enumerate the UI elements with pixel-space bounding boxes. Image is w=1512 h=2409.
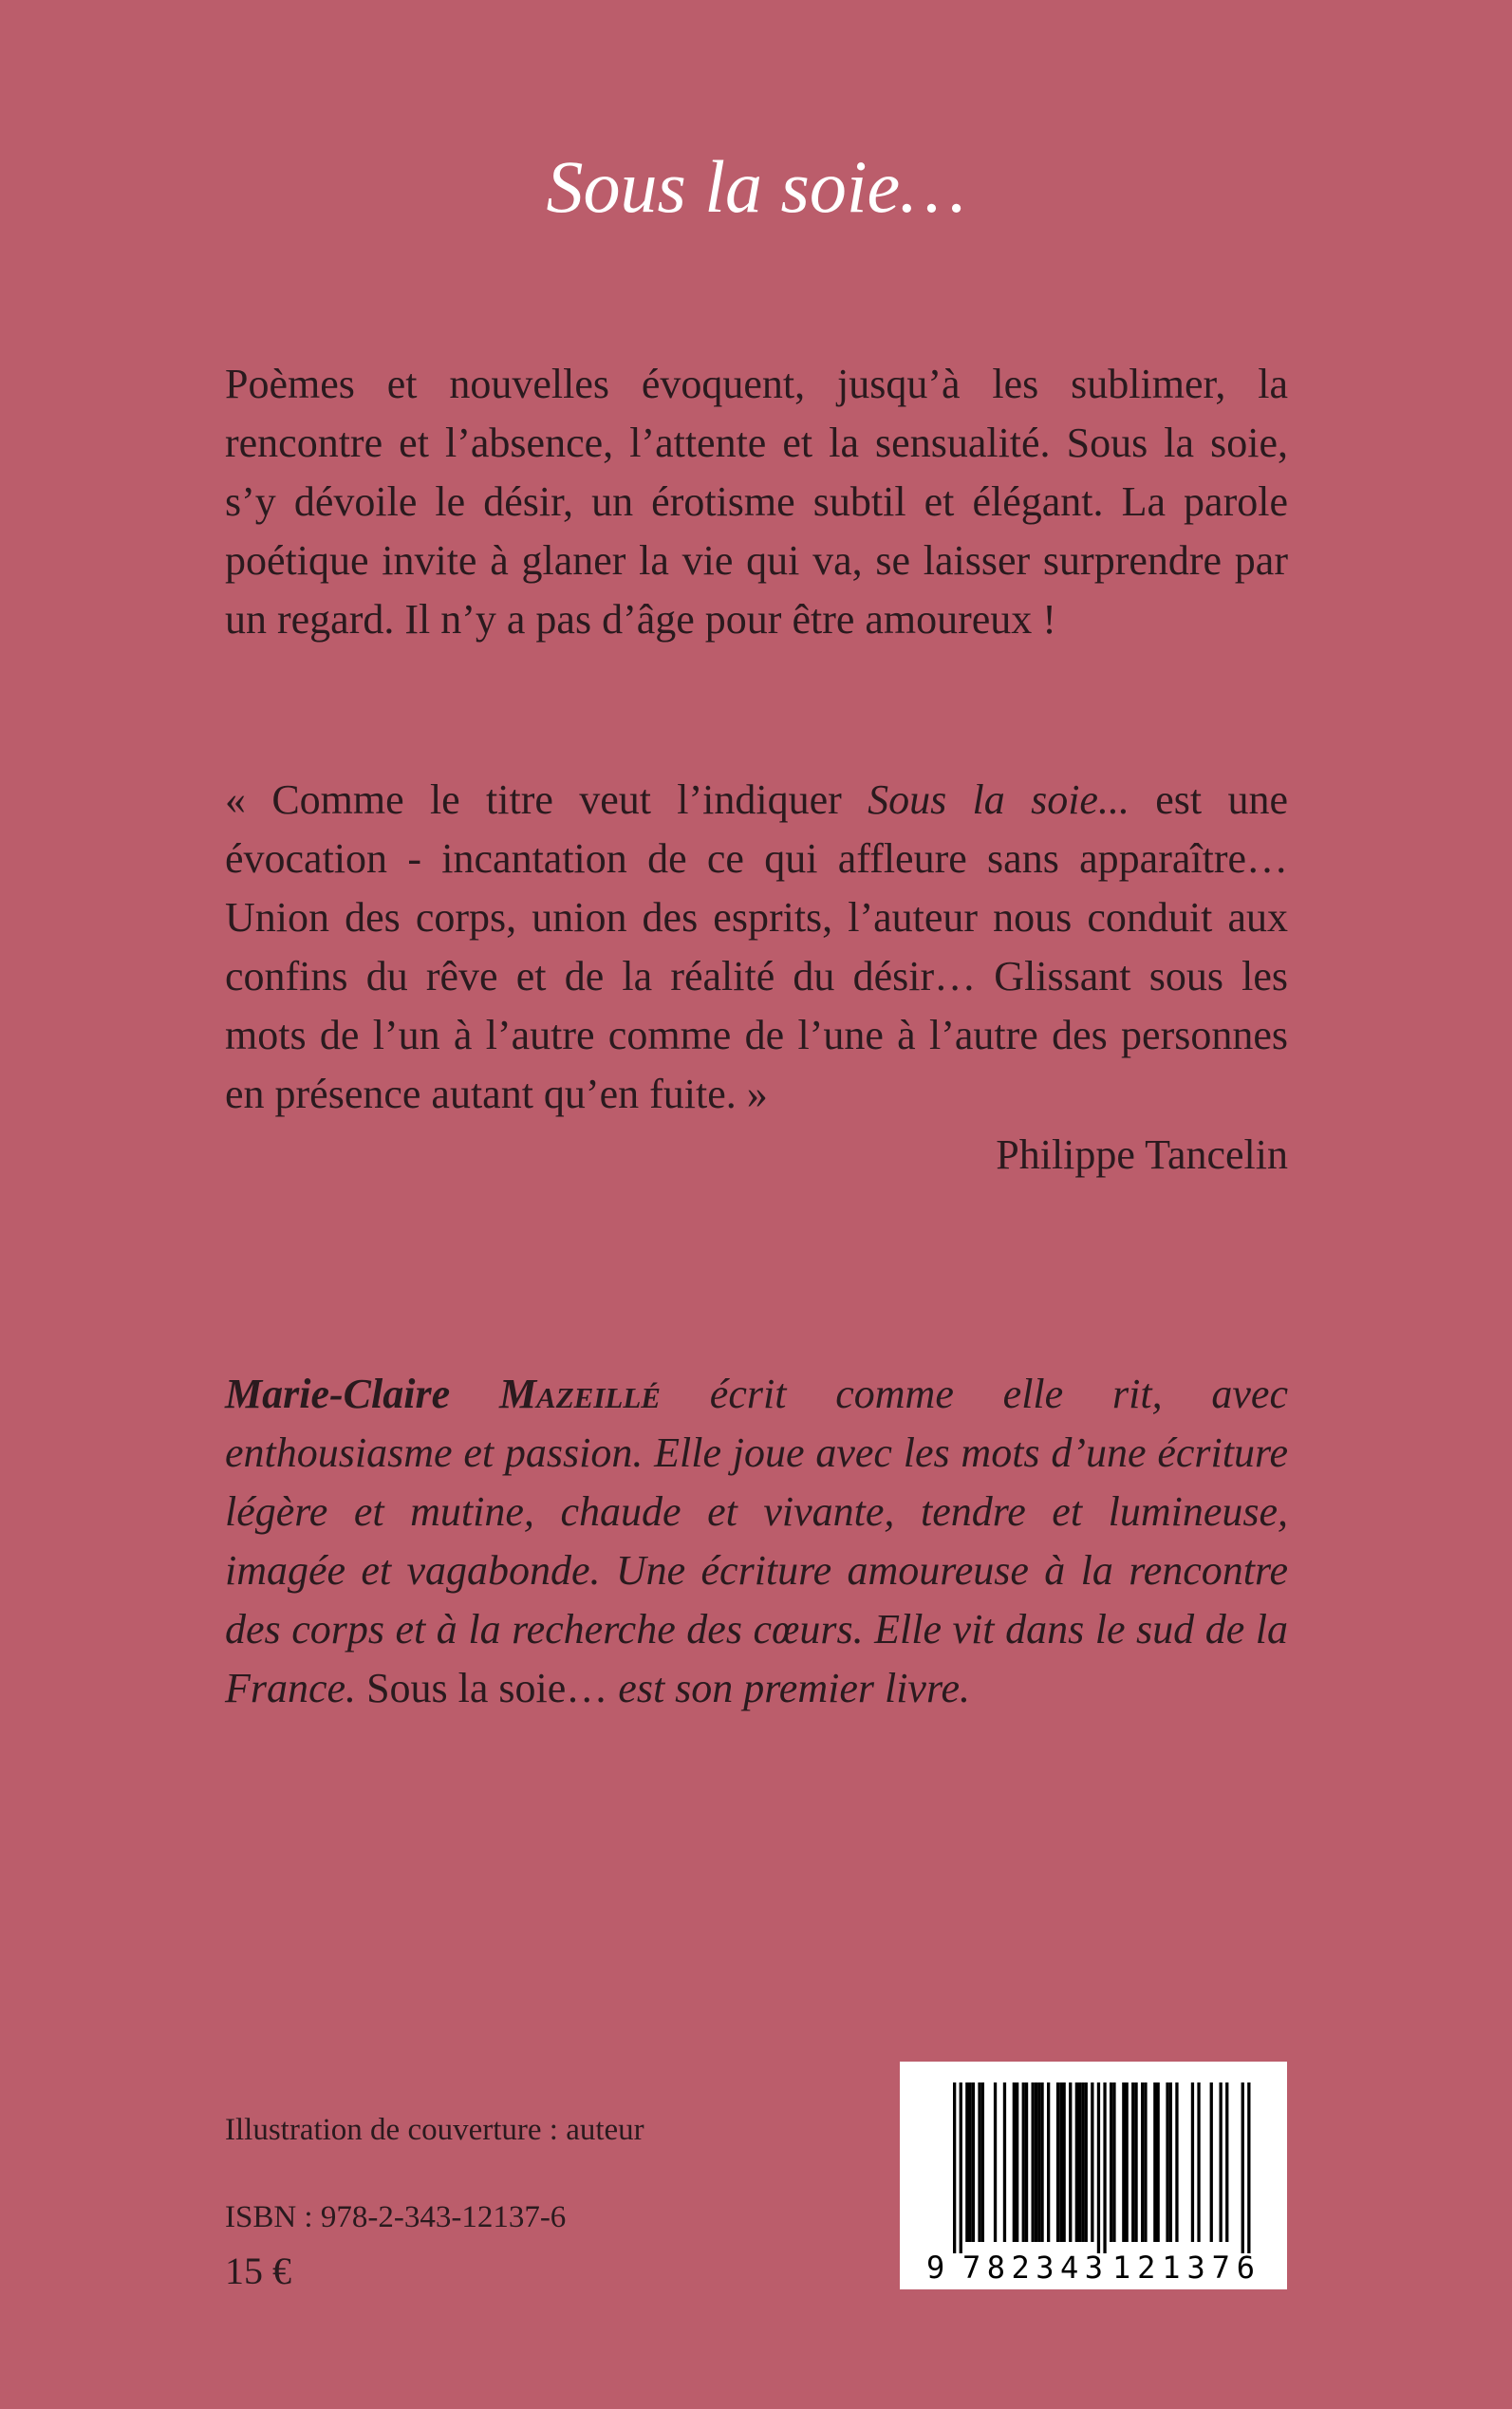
barcode-bar	[1122, 2082, 1125, 2242]
book-title: Sous la soie…	[546, 145, 966, 228]
barcode-bar	[1197, 2082, 1200, 2242]
barcode	[900, 2062, 1287, 2289]
barcode-bar	[1141, 2082, 1144, 2242]
barcode-guard-bar	[1097, 2082, 1100, 2253]
barcode-bar	[1056, 2082, 1059, 2242]
barcode-bar	[969, 2082, 972, 2242]
barcode-guard-bar	[1247, 2082, 1250, 2253]
quote-title-ref: Sous la soie...	[868, 776, 1129, 823]
barcode-bar	[1013, 2082, 1016, 2242]
barcode-bar	[1225, 2082, 1228, 2242]
barcode-bar	[1032, 2082, 1035, 2242]
author-last-name: Mazeillé	[498, 1371, 661, 1417]
price: 15 €	[225, 2250, 291, 2292]
barcode-bar	[1091, 2082, 1093, 2242]
illustration-credit: Illustration de couverture : auteur	[225, 2113, 644, 2147]
barcode-bar	[978, 2082, 980, 2242]
barcode-bar	[1035, 2082, 1037, 2242]
barcode-bar	[972, 2082, 975, 2242]
barcode-bar	[1063, 2082, 1066, 2242]
barcode-guard-bar	[960, 2082, 962, 2253]
blurb-paragraph: Poèmes et nouvelles évoquent, jusqu’à les sublimer, la rencontre et l’absence, l’attente et la sensualité. Sous la soie, s’y dévoile le désir, un érotisme subtil et élégant. La parole poétique invite à glaner la vie qui va, se laisser surprendre par un regard. Il n’y a pas d’âge pour être amoureux !	[225, 361, 1288, 643]
quote-text-end: est une évocation - incantation de ce qui affleure sans apparaître… Union des corps, union des esprits, l’auteur nous conduit aux confins du rêve et de la réalité du désir… Glissant sous les mots de l’un à l’autre comme de l’une à l’autre des personnes en présence autant qu’en fuite. »	[225, 776, 1288, 1117]
barcode-bar	[1047, 2082, 1050, 2242]
barcode-bar	[1220, 2082, 1223, 2242]
quote-author: Philippe Tancelin	[996, 1131, 1288, 1178]
barcode-right-digits: 121376	[1112, 2250, 1255, 2286]
barcode-guard-bar	[1241, 2082, 1244, 2253]
quote-text-start: « Comme le titre veut l’indiquer	[225, 776, 868, 823]
barcode-bar	[1134, 2082, 1137, 2242]
barcode-bar	[1003, 2082, 1006, 2242]
barcode-bar	[1210, 2082, 1213, 2242]
barcode-guard-bar	[1103, 2082, 1106, 2253]
barcode-bar	[1037, 2082, 1040, 2242]
barcode-bar	[1081, 2082, 1084, 2242]
barcode-left-digits: 782343	[962, 2250, 1103, 2286]
isbn: ISBN : 978-2-343-12137-6	[225, 2200, 567, 2234]
barcode-graphic	[900, 2062, 1287, 2289]
barcode-first-digit: 9	[926, 2250, 945, 2286]
barcode-bar	[1112, 2082, 1115, 2242]
barcode-bar	[1131, 2082, 1134, 2242]
barcode-bar	[1191, 2082, 1194, 2242]
bio-text: écrit comme elle rit, avec enthousiasme et passion. Elle joue avec les mots d’une écriture légère et mutine, chaude et vivante, tendre et lumineuse, imagée et vagabonde. Une écriture amoureuse à la rencontre des corps et à la recherche des cœurs. Elle vit dans le sud de la France.	[225, 1371, 1288, 1711]
author-bio	[225, 1365, 1288, 1718]
barcode-bar	[1016, 2082, 1018, 2242]
barcode-bar	[1169, 2082, 1172, 2242]
barcode-bar	[1075, 2082, 1078, 2242]
barcode-bar	[994, 2082, 997, 2242]
barcode-bar	[1144, 2082, 1147, 2242]
barcode-bar	[1085, 2082, 1088, 2242]
barcode-guard-bar	[953, 2082, 956, 2253]
barcode-bar	[1126, 2082, 1129, 2242]
barcode-bar	[965, 2082, 968, 2242]
barcode-bar	[1157, 2082, 1160, 2242]
bio-closing: est son premier livre.	[607, 1665, 970, 1711]
barcode-bar	[981, 2082, 984, 2242]
barcode-bar	[1175, 2082, 1178, 2242]
barcode-bar	[1069, 2082, 1072, 2242]
barcode-bar	[1153, 2082, 1156, 2242]
barcode-bar	[1025, 2082, 1028, 2242]
author-first-name: Marie-Claire	[225, 1371, 451, 1417]
bio-book-title: Sous la soie…	[366, 1665, 608, 1711]
quote-paragraph	[225, 771, 1288, 1124]
barcode-bar	[1110, 2082, 1112, 2242]
barcode-bar	[1022, 2082, 1025, 2242]
barcode-bar	[1040, 2082, 1043, 2242]
barcode-bar	[1166, 2082, 1168, 2242]
barcode-bar	[1078, 2082, 1081, 2242]
barcode-bar	[1059, 2082, 1062, 2242]
